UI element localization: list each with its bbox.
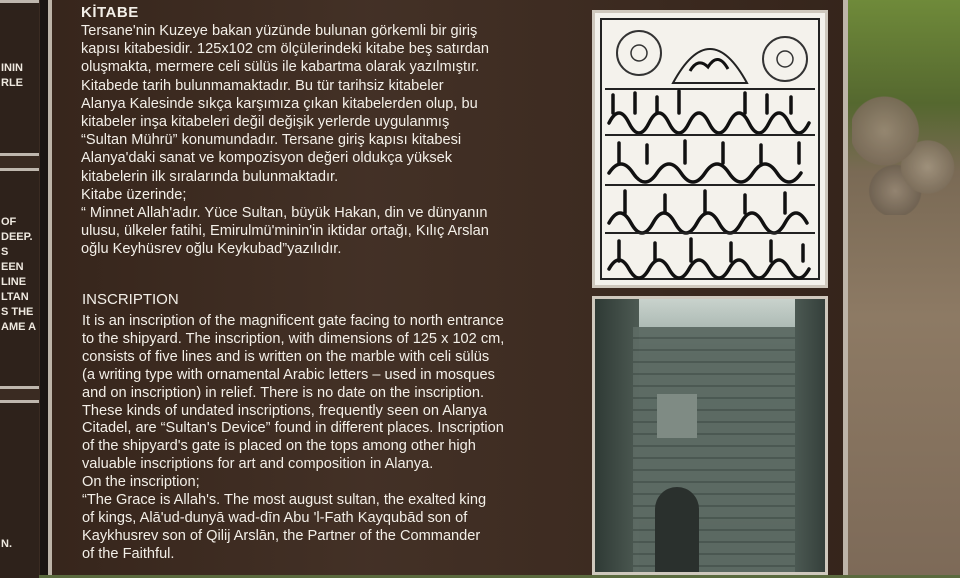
left-sign-segment-top	[0, 0, 39, 156]
left-sign-text: S	[1, 246, 9, 258]
left-sign-text: S THE	[1, 306, 34, 318]
inscription-body: It is an inscription of the magnificent gate facing to north entrance to the shipyard. The inscription, with dimensions of 125 x 102 cm, consists of five lines and is written on the marble with celi sülüs (a writing type with ornamental Arabic letters – used in mosques and on inscription) in relief. There is no date on the inscription. These kinds of undated inscriptions, frequently seen on Alanya Citadel, are “Sultan's Device” found in different places. Inscription of the shipyard's gate is placed on the tops among other high valuable inscriptions for art and composition in Alanya. On the inscription; “The Grace is Allah's. The most august sultan, the exalted king of kings, Alā'ud-dunyā wad-dīn Abu 'l-Fath Kayqubād son of Kaykhusrev son of Qilij Arslān, the Partner of the Commander of the Faithful.	[82, 313, 505, 562]
left-sign-text: LINE	[1, 276, 27, 288]
photo-inscription-slab	[657, 394, 697, 438]
left-sign-text: OF	[1, 216, 17, 228]
background-foliage	[840, 0, 960, 575]
left-sign-text: RLE	[1, 77, 23, 89]
inscription-calligraphy-image	[592, 10, 828, 288]
left-sign-text: EEN	[1, 261, 24, 273]
left-sign-text: LTAN	[1, 291, 29, 303]
info-board	[48, 0, 848, 575]
inscription-heading: INSCRIPTION	[82, 291, 179, 308]
calligraphy-drawing	[595, 13, 825, 285]
photo-arched-doorway	[655, 487, 699, 575]
left-sign-segment-middle	[0, 168, 39, 389]
kitabe-body: Tersane'nin Kuzeye bakan yüzünde bulunan görkemli bir giriş kapısı kitabesidir. 125x102 cm ölçülerindeki kitabe beş satırdan oluşmakta, mermere celi sülüs ile kabartma olarak yazılmıştır. Kitabede tarih bulunmamaktadır. Bu tür tarihsiz kitabeler Alanya Kalesinde sıkça karşımıza çıkan kitabelerden olup, bu kitabeler inşa kitabeleri değil değişik yerlerde uygulanmış “Sultan Mührü” konumundadır. Tersane giriş kapısı kitabesi Alanya'daki sanat ve kompozisyon değeri oldukça yüksek kitabelerin ilk sıralarında bulunmaktadır. Kitabe üzerinde; “ Minnet Allah'adır. Yüce Sultan, büyük Hakan, din ve dünyanın ulusu, ülkeler fatihi, Emirulmü'minin'in iktidar ortağı, Kılıç Arslan oğlu Keyhüsrev oğlu Keykubad”yazılıdır.	[81, 23, 490, 258]
kitabe-heading: KİTABE	[81, 4, 139, 21]
left-sign-text: N.	[1, 538, 12, 550]
left-sign-segment-bottom	[0, 400, 39, 578]
turkish-section	[81, 4, 601, 259]
left-sign-text: AME A	[1, 321, 37, 333]
left-adjacent-sign	[0, 0, 40, 575]
photo-right-wall	[795, 299, 825, 575]
left-sign-text: DEEP.	[1, 231, 33, 243]
shipyard-gate-photo	[592, 296, 828, 575]
left-sign-text: ININ	[1, 62, 23, 74]
background-rocks	[852, 95, 960, 215]
